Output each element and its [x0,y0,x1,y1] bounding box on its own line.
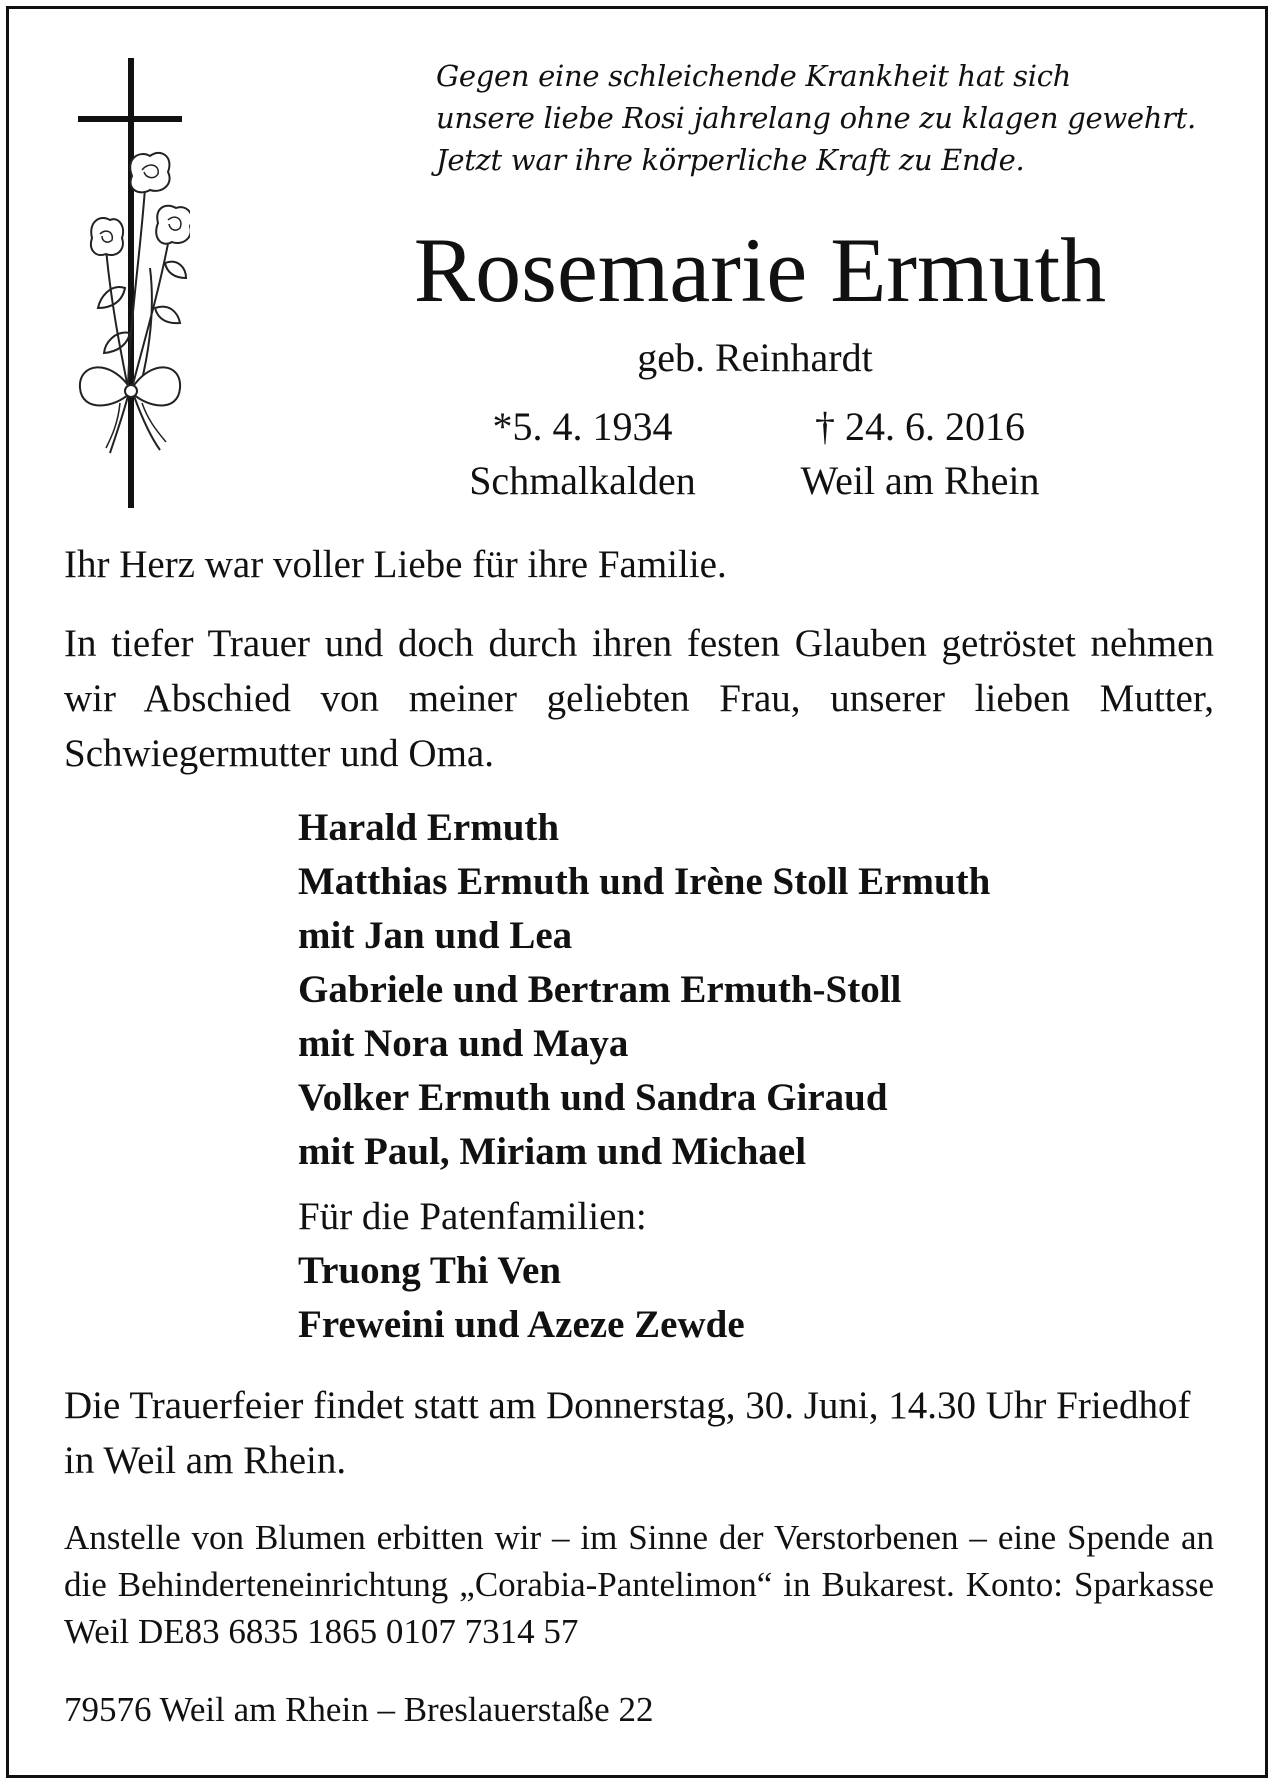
birth-date: *5. 4. 1934 [492,404,673,449]
family-line: mit Jan und Lea [298,914,573,957]
verse-line: unsere liebe Rosi jahrelang ohne zu klagen gewehrt. [436,101,1196,135]
family-line: mit Nora und Maya [298,1022,629,1065]
farewell-paragraph: In tiefer Trauer und doch durch ihren festen Glauben getröstet nehmen wir Abschied von meiner geliebten Frau, unserer lieben Mutter, Schwiegermutter und Oma. [64,622,1214,775]
godparents-list [298,1244,745,1352]
maiden-name: geb. Reinhardt [637,335,873,380]
birth-info [450,400,715,508]
death-place: Weil am Rhein [800,458,1040,503]
ceremony-paragraph: Die Trauerfeier findet statt am Donnerstag, 30. Juni, 14.30 Uhr Friedhof in Weil am Rhein. [64,1384,1191,1482]
birth-place: Schmalkalden [469,458,696,503]
verse-line: Gegen eine schleichende Krankheit hat sich [436,59,1072,93]
verse-line: Jetzt war ihre körperliche Kraft zu Ende. [436,143,1025,177]
heart-paragraph: Ihr Herz war voller Liebe für ihre Familie. [64,543,727,586]
death-date: † 24. 6. 2016 [815,404,1025,449]
family-line: mit Paul, Miriam und Michael [298,1130,807,1173]
death-info [775,400,1065,508]
godparent-line: Truong Thi Ven [298,1249,562,1292]
family-line: Gabriele und Bertram Ermuth-Stoll [298,968,902,1011]
family-line: Volker Ermuth und Sandra Giraud [298,1076,888,1119]
address-line: 79576 Weil am Rhein – Breslauerstaße 22 [64,1690,654,1729]
deceased-name: Rosemarie Ermuth [413,219,1107,321]
family-line: Harald Ermuth [298,806,560,849]
family-line: Matthias Ermuth und Irène Stoll Ermuth [298,860,991,903]
godparent-line: Freweini und Azeze Zewde [298,1303,745,1346]
donation-paragraph: Anstelle von Blumen erbitten wir – im Sinne der Verstorbenen – eine Spende an die Behinderteneinrichtung „Corabia-Pantelimon“ in Bukarest. Konto: Sparkasse Weil DE83 6835 1865 0107 7314 57 [64,1518,1214,1651]
opening-verse [436,55,1236,181]
godparents-label: Für die Patenfamilien: [298,1195,647,1238]
family-list [298,801,1198,1179]
